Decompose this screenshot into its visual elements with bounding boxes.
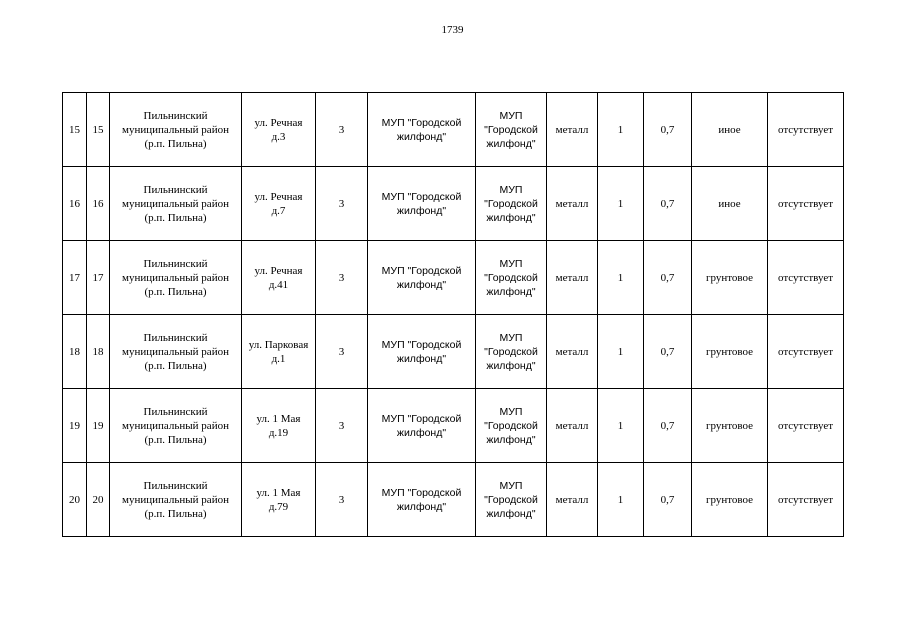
table-row	[63, 241, 844, 315]
surface-cell: грунтовое	[692, 241, 768, 315]
owner-cell: МУП "Городской жилфонд"	[368, 241, 476, 315]
registry-number-cell: 17	[87, 241, 110, 315]
district-cell: Пильнинский муниципальный район (р.п. Пильна)	[110, 241, 242, 315]
owner-cell: МУП "Городской жилфонд"	[368, 93, 476, 167]
fence-cell: отсутствует	[768, 463, 844, 537]
row-number-cell: 17	[63, 241, 87, 315]
containers-cell: 1	[598, 315, 644, 389]
district-cell: Пильнинский муниципальный район (р.п. Пильна)	[110, 167, 242, 241]
surface-cell: иное	[692, 167, 768, 241]
volume-cell: 0,7	[644, 167, 692, 241]
surface-cell: грунтовое	[692, 463, 768, 537]
registry-number-cell: 18	[87, 315, 110, 389]
operator-cell: МУП "Городской жилфонд"	[476, 389, 547, 463]
fence-cell: отсутствует	[768, 315, 844, 389]
operator-cell: МУП "Городской жилфонд"	[476, 167, 547, 241]
fence-cell: отсутствует	[768, 241, 844, 315]
registry-number-cell: 15	[87, 93, 110, 167]
count-cell: 3	[316, 463, 368, 537]
material-cell: металл	[547, 241, 598, 315]
count-cell: 3	[316, 167, 368, 241]
table-body	[63, 93, 844, 537]
containers-cell: 1	[598, 241, 644, 315]
containers-cell: 1	[598, 389, 644, 463]
table-row	[63, 389, 844, 463]
address-cell: ул. Речная д.41	[242, 241, 316, 315]
operator-cell: МУП "Городской жилфонд"	[476, 93, 547, 167]
row-number-cell: 19	[63, 389, 87, 463]
address-cell: ул. 1 Мая д.79	[242, 463, 316, 537]
surface-cell: грунтовое	[692, 315, 768, 389]
operator-cell: МУП "Городской жилфонд"	[476, 315, 547, 389]
containers-cell: 1	[598, 463, 644, 537]
volume-cell: 0,7	[644, 389, 692, 463]
volume-cell: 0,7	[644, 315, 692, 389]
fence-cell: отсутствует	[768, 389, 844, 463]
row-number-cell: 15	[63, 93, 87, 167]
material-cell: металл	[547, 167, 598, 241]
surface-cell: иное	[692, 93, 768, 167]
fence-cell: отсутствует	[768, 167, 844, 241]
material-cell: металл	[547, 389, 598, 463]
operator-cell: МУП "Городской жилфонд"	[476, 463, 547, 537]
district-cell: Пильнинский муниципальный район (р.п. Пильна)	[110, 93, 242, 167]
registry-number-cell: 16	[87, 167, 110, 241]
address-cell: ул. Парковая д.1	[242, 315, 316, 389]
table-row	[63, 167, 844, 241]
material-cell: металл	[547, 315, 598, 389]
address-cell: ул. 1 Мая д.19	[242, 389, 316, 463]
address-cell: ул. Речная д.3	[242, 93, 316, 167]
count-cell: 3	[316, 315, 368, 389]
material-cell: металл	[547, 93, 598, 167]
row-number-cell: 18	[63, 315, 87, 389]
volume-cell: 0,7	[644, 93, 692, 167]
containers-cell: 1	[598, 167, 644, 241]
owner-cell: МУП "Городской жилфонд"	[368, 167, 476, 241]
table-row	[63, 93, 844, 167]
containers-cell: 1	[598, 93, 644, 167]
surface-cell: грунтовое	[692, 389, 768, 463]
district-cell: Пильнинский муниципальный район (р.п. Пильна)	[110, 463, 242, 537]
row-number-cell: 20	[63, 463, 87, 537]
registry-number-cell: 19	[87, 389, 110, 463]
table-row	[63, 315, 844, 389]
container-sites-table	[62, 92, 844, 537]
table-row	[63, 463, 844, 537]
district-cell: Пильнинский муниципальный район (р.п. Пильна)	[110, 315, 242, 389]
count-cell: 3	[316, 93, 368, 167]
material-cell: металл	[547, 463, 598, 537]
operator-cell: МУП "Городской жилфонд"	[476, 241, 547, 315]
owner-cell: МУП "Городской жилфонд"	[368, 463, 476, 537]
district-cell: Пильнинский муниципальный район (р.п. Пильна)	[110, 389, 242, 463]
page-number: 1739	[441, 24, 464, 36]
row-number-cell: 16	[63, 167, 87, 241]
volume-cell: 0,7	[644, 241, 692, 315]
volume-cell: 0,7	[644, 463, 692, 537]
owner-cell: МУП "Городской жилфонд"	[368, 315, 476, 389]
count-cell: 3	[316, 241, 368, 315]
registry-number-cell: 20	[87, 463, 110, 537]
address-cell: ул. Речная д.7	[242, 167, 316, 241]
count-cell: 3	[316, 389, 368, 463]
fence-cell: отсутствует	[768, 93, 844, 167]
owner-cell: МУП "Городской жилфонд"	[368, 389, 476, 463]
